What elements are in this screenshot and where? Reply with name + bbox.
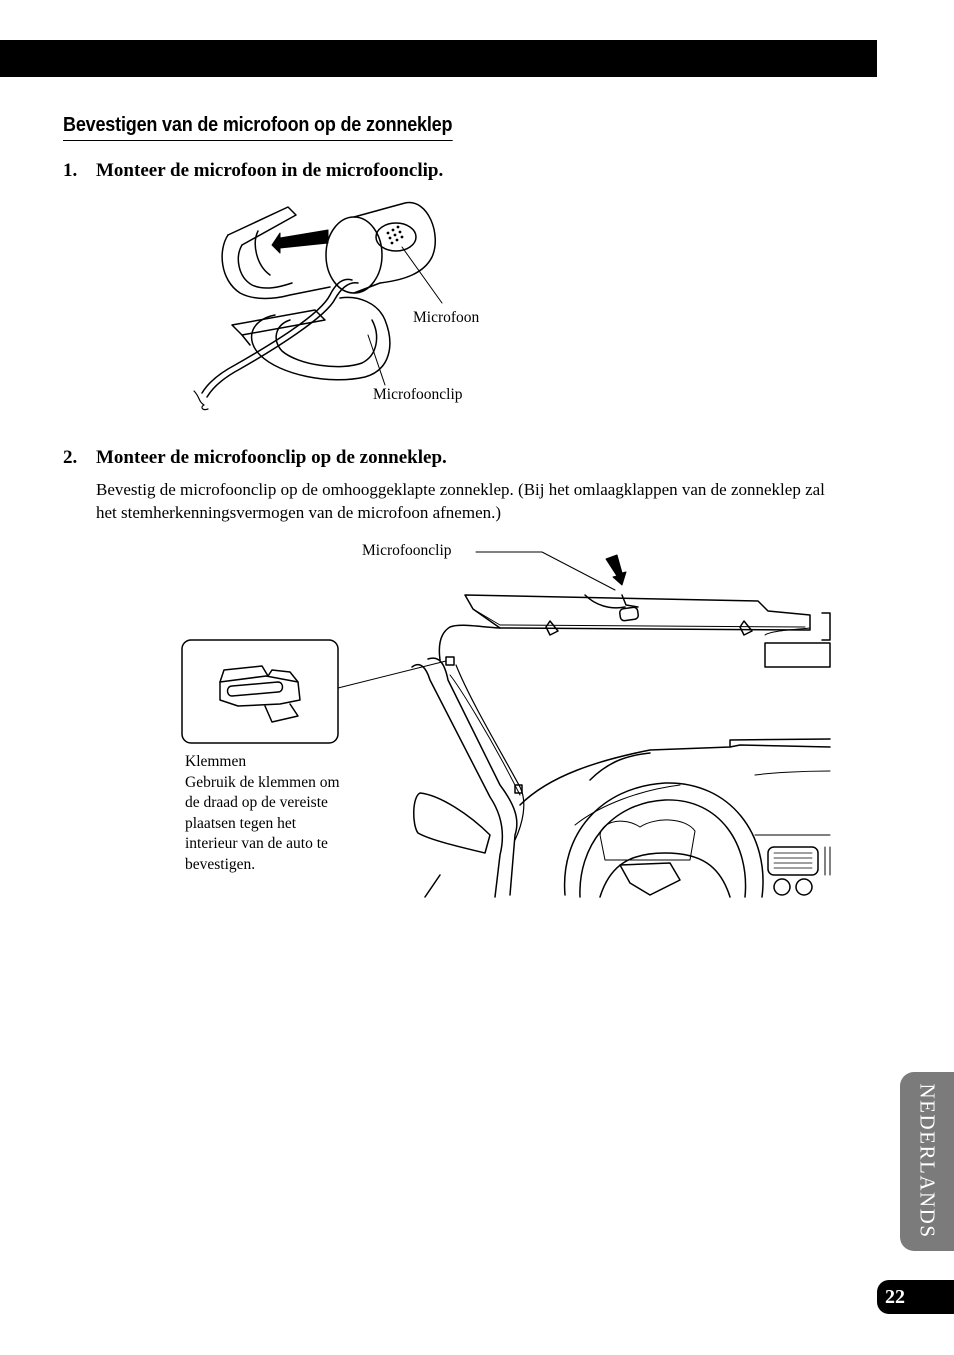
microphone-clip-label: Microfoonclip: [373, 386, 463, 403]
language-tab-label: NEDERLANDS: [915, 1083, 940, 1239]
clamps-line: de draad op de vereiste: [185, 794, 328, 811]
section-title: Bevestigen van de microfoon op de zonneklep: [63, 114, 452, 141]
clamps-line: bevestigen.: [185, 855, 256, 873]
visor-clip-label: Microfoonclip: [362, 542, 452, 559]
microphone-label: Microfoon: [413, 309, 480, 326]
step-2-text: Monteer de microfoonclip op de zonneklep.: [96, 447, 447, 468]
page-number: 22: [877, 1280, 954, 1314]
step-1: [63, 160, 443, 182]
clamps-line: interieur van de auto te: [185, 835, 328, 852]
clamps-line: Gebruik de klemmen om: [185, 773, 340, 791]
step-1-number: 1.: [63, 160, 78, 181]
header-bar: [0, 40, 877, 77]
microphone-clip-illustration: [180, 195, 500, 415]
step-1-text: Monteer de microfoon in de microfoonclip.: [96, 160, 444, 181]
clamps-caption: [185, 752, 380, 875]
clamps-title: Klemmen: [185, 753, 247, 770]
step-2-number: 2.: [63, 447, 78, 468]
step-2: [63, 447, 447, 469]
clamps-line: plaatsen tegen het: [185, 814, 297, 832]
step-2-description: Bevestig de microfoonclip op de omhooggeklapte zonneklep. (Bij het omlaagklappen van de zonneklep zal het stemherkenningsvermogen van de microfoon afnemen.): [96, 480, 825, 522]
